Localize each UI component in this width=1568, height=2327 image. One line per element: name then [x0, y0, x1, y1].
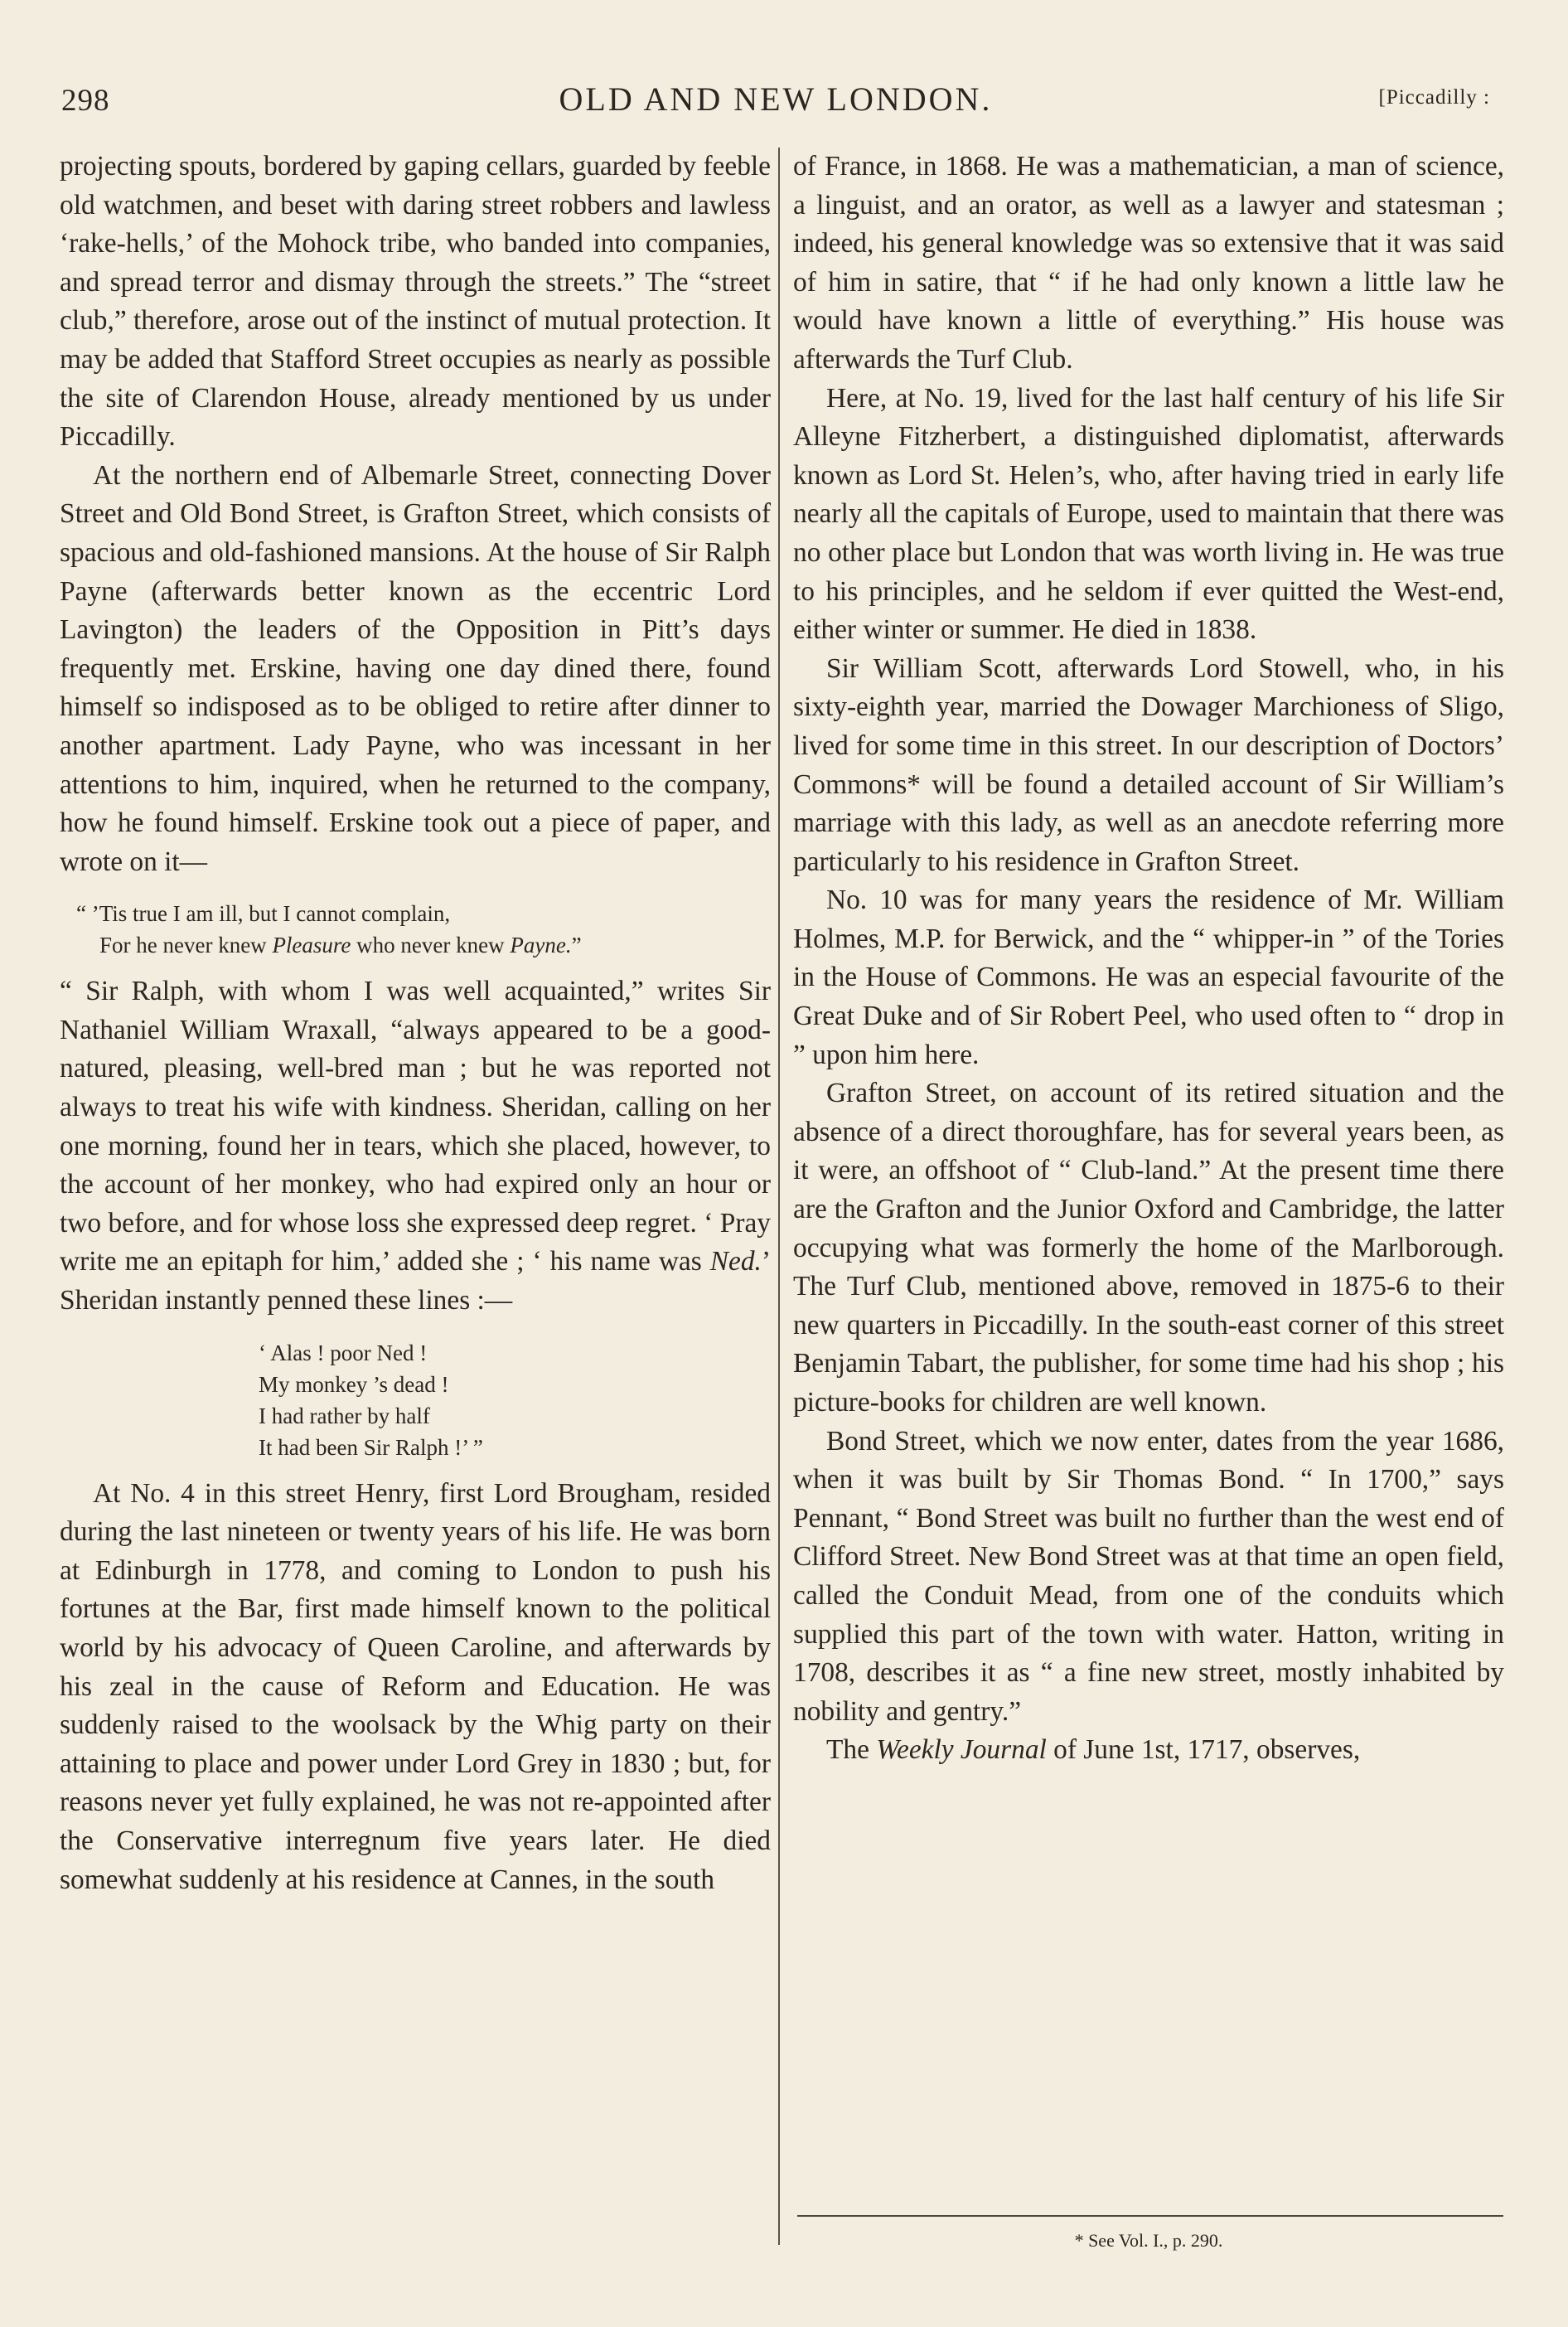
paragraph: Here, at No. 19, lived for the last half century of his life Sir Alleyne Fitzherbert, a distinguished diplomatist, afterwards known as Lord St. Helen’s, who, after having tried in early life nearly all the capitals of Europe, used to maintain that there was no other place but London that was worth living in. He was true to his principles, and he seldom if ever quitted the West-end, either winter or summer. He died in 1838.	[793, 382, 1504, 646]
verse-line: I had rather by half	[259, 1403, 430, 1428]
italic-title: Weekly Journal	[876, 1734, 1047, 1766]
paragraph: The Weekly Journal of June 1st, 1717, observes,	[826, 1734, 1361, 1766]
book-title: OLD AND NEW LONDON.	[559, 80, 993, 118]
right-column	[793, 148, 1504, 1770]
paragraph: At the northern end of Albemarle Street, connecting Dover Street and Old Bond Street, is Grafton Street, which consists of spacious and old-fashioned mansions. At the house of Sir Ralph Payne (afterwards better known as the eccentric Lord Lavington) the leaders of the Opposition in Pitt’s days frequently met. Erskine, having one day dined there, found himself so indisposed as to be obliged to retire after dinner to another apartment. Lady Payne, who was incessant in her attentions to him, inquired, when he returned to the company, how he found himself. Erskine took out a piece of paper, and wrote on it—	[60, 459, 771, 877]
footnote: * See Vol. I., p. 290.	[1074, 2230, 1223, 2251]
paragraph: Grafton Street, on account of its retired situation and the absence of a direct thoroughfare, has for several years been, as it were, an offshoot of “ Club-land.” At the present time there are the Grafton and the Junior Oxford and Cambridge, the latter occupying what was formerly the home of the Marlborough. The Turf Club, mentioned above, removed in 1875-6 to their new quarters in Piccadilly. In the south-east corner of this street Benjamin Tabart, the publisher, for some time had his shop ; his picture-books for children are well known.	[793, 1078, 1504, 1418]
running-head	[61, 73, 1490, 123]
verse-line: For he never knew Pleasure who never knew Payne.”	[99, 933, 582, 958]
column-divider	[778, 148, 780, 2245]
paragraph: of France, in 1868. He was a mathematician, a man of science, a linguist, and an orator, as well as a lawyer and statesman ; indeed, his general knowledge was so extensive that it was said of him in satire, that “ if he had only known a little law he would have known a little of everything.” His house was afterwards the Turf Club.	[793, 151, 1504, 375]
italic-word: Ned.	[709, 1246, 762, 1277]
verse-line: It had been Sir Ralph !’ ”	[259, 1434, 483, 1460]
paragraph: Bond Street, which we now enter, dates from the year 1686, when it was built by Sir Thomas Bond. “ In 1700,” says Pennant, “ Bond Street was built no further than the west end of Clifford Street. New Bond Street was at that time an open field, called the Conduit Mead, from one of the conduits which supplied this part of the town with water. Hatton, writing in 1708, describes it as “ a fine new street, mostly inhabited by nobility and gentry.”	[793, 1425, 1504, 1727]
paragraph: projecting spouts, bordered by gaping cellars, guarded by feeble old watchmen, and beset with daring street robbers and lawless ‘rake-hells,’ of the Mohock tribe, who banded into companies, and spread terror and dismay through the streets.” The “street club,” therefore, arose out of the instinct of mutual protection. It may be added that Stafford Street occupies as nearly as possible the site of Clarendon House, already mentioned by us under Piccadilly.	[60, 151, 771, 453]
paragraph: No. 10 was for many years the residence of Mr. William Holmes, M.P. for Berwick, and the “ whipper-in ” of the Tories in the House of Commons. He was an especial favourite of the Great Duke and of Sir Robert Peel, who used often to “ drop in ” upon him here.	[793, 885, 1504, 1070]
left-column	[60, 148, 771, 1899]
verse-line: “ ’Tis true I am ill, but I cannot complain,	[76, 901, 451, 927]
epitaph-verse	[60, 1337, 771, 1463]
italic-word: Pleasure	[272, 933, 351, 958]
page-number: 298	[61, 84, 110, 118]
paragraph: At No. 4 in this street Henry, first Lord Brougham, resided during the last nineteen or twenty years of his life. He was born at Edinburgh in 1778, and coming to London to push his fortunes at the Bar, first made himself known to the political world by his advocacy of Queen Caroline, and afterwards by his zeal in the cause of Reform and Education. He was suddenly raised to the woolsack by the Whig party on their attaining to place and power under Lord Grey in 1830 ; but, for reasons never yet fully explained, he was not re-appointed after the Conservative interregnum five years later. He died somewhat suddenly at his residence at Cannes, in the south	[60, 1477, 771, 1895]
italic-word: Payne.	[510, 933, 572, 958]
verse-quote	[60, 898, 771, 961]
section-label: [Piccadilly :	[1378, 86, 1490, 109]
paragraph: “ Sir Ralph, with whom I was well acquainted,” writes Sir Nathaniel William Wraxall, “always appeared to be a good-natured, pleasing, well-bred man ; but he was reported not always to treat his wife with kindness. Sheridan, calling on her one morning, found her in tears, which she placed, however, to the account of her monkey, who had expired only an hour or two before, and for whose loss she expressed deep regret. ‘ Pray write me an epitaph for him,’ added she ; ‘ his name was Ned.’ Sheridan instantly penned these lines :—	[60, 976, 771, 1316]
verse-line: My monkey ’s dead !	[259, 1371, 449, 1397]
footnote-rule	[797, 2215, 1503, 2217]
verse-line: ‘ Alas ! poor Ned !	[259, 1340, 428, 1365]
paragraph: Sir William Scott, afterwards Lord Stowell, who, in his sixty-eighth year, married the Dowager Marchioness of Sligo, lived for some time in this street. In our description of Doctors’ Commons* will be found a detailed account of Sir William’s marriage with this lady, as well as an anecdote referring more particularly to his residence in Grafton Street.	[793, 652, 1504, 877]
